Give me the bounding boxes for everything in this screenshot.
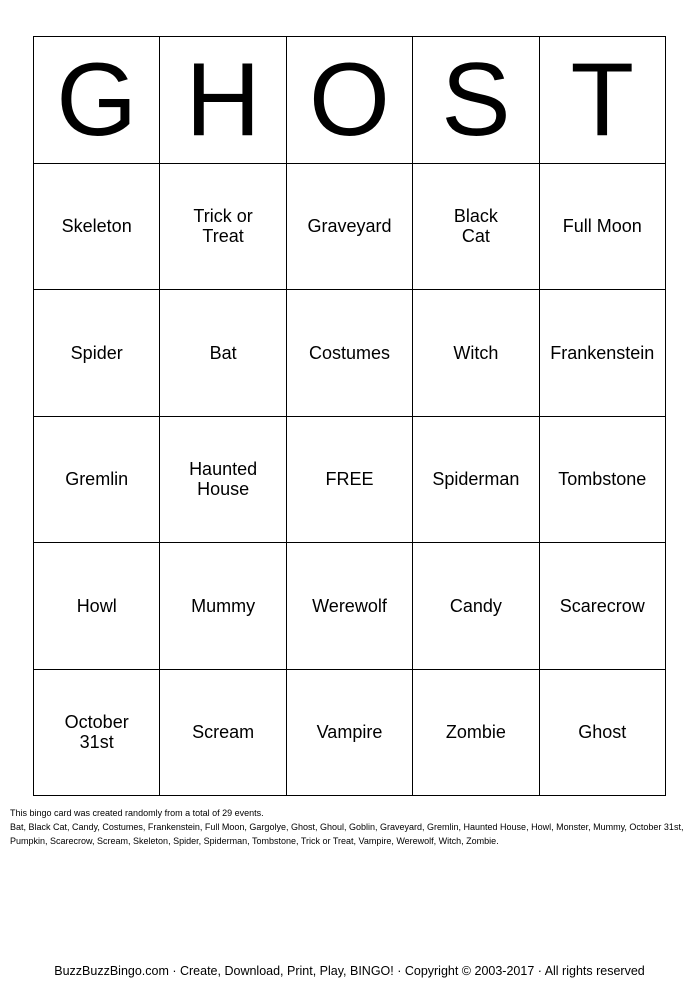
header-letter-h: H bbox=[160, 37, 286, 164]
bingo-cell-text: Scarecrow bbox=[559, 595, 645, 616]
bingo-cell-text: Zombie bbox=[445, 722, 506, 743]
bingo-cell bbox=[160, 543, 286, 670]
bingo-cell-text: Vampire bbox=[316, 722, 383, 743]
bingo-cell-text: Candy bbox=[449, 595, 502, 616]
bingo-cell bbox=[287, 543, 413, 670]
bingo-card bbox=[33, 36, 666, 796]
bingo-cell bbox=[413, 164, 539, 291]
bingo-cell bbox=[540, 670, 666, 797]
header-letter-s: S bbox=[413, 37, 539, 164]
bingo-cell bbox=[34, 164, 160, 291]
bingo-cell bbox=[413, 543, 539, 670]
bingo-cell bbox=[540, 543, 666, 670]
bingo-cell bbox=[287, 670, 413, 797]
bingo-cell-text: Gremlin bbox=[65, 469, 129, 490]
bingo-cell-text: Frankenstein bbox=[550, 342, 655, 363]
bingo-cell-text: Haunted House bbox=[189, 459, 258, 500]
page-footer: BuzzBuzzBingo.com · Create, Download, Print, Play, BINGO! · Copyright © 2003-2017 · All rights reserved bbox=[54, 964, 645, 978]
bingo-cell bbox=[34, 670, 160, 797]
bingo-cell-text: Trick or Treat bbox=[193, 206, 253, 247]
bingo-cell-text: Spider bbox=[70, 342, 123, 363]
bingo-cell bbox=[160, 164, 286, 291]
bingo-cell-text: Spiderman bbox=[432, 469, 520, 490]
header-letter-o: O bbox=[287, 37, 413, 164]
bingo-cell-text: Mummy bbox=[191, 595, 256, 616]
bingo-cell bbox=[540, 290, 666, 417]
bingo-cell-text: Tombstone bbox=[558, 469, 647, 490]
bingo-cell bbox=[34, 417, 160, 544]
bingo-cell-text: Howl bbox=[76, 595, 117, 616]
bingo-cell-text: October 31st bbox=[64, 712, 129, 753]
bingo-cell-text: Costumes bbox=[308, 342, 390, 363]
card-info-event-list: Bat, Black Cat, Candy, Costumes, Frankenstein, Full Moon, Gargolye, Ghost, Ghoul, Goblin, Graveyard, Gremlin, Haunted House, Howl, Monster, Mummy, October 31st, Pumpkin, Scarecrow, Scream, Skeleton, Spider, Spiderman, Tombstone, Trick or Treat, Vampire, Werewolf, Witch, Zombie. bbox=[10, 822, 684, 846]
bingo-cell-text: Werewolf bbox=[312, 595, 387, 616]
bingo-cell bbox=[34, 290, 160, 417]
bingo-cell-text: Graveyard bbox=[307, 216, 392, 237]
bingo-cell bbox=[413, 417, 539, 544]
bingo-cell bbox=[540, 164, 666, 291]
bingo-cell-text: Witch bbox=[453, 342, 499, 363]
free-space bbox=[287, 417, 413, 544]
bingo-cell bbox=[34, 543, 160, 670]
bingo-cell bbox=[287, 290, 413, 417]
card-info bbox=[10, 806, 690, 848]
header-letter-t: T bbox=[540, 37, 666, 164]
bingo-cell bbox=[413, 290, 539, 417]
bingo-cell bbox=[540, 417, 666, 544]
bingo-cell-text: Bat bbox=[209, 342, 237, 363]
bingo-cell-text: Scream bbox=[192, 722, 255, 743]
bingo-cell-text: Skeleton bbox=[61, 216, 132, 237]
bingo-cell-text: Ghost bbox=[578, 722, 627, 743]
bingo-cell bbox=[413, 670, 539, 797]
card-info-summary: This bingo card was created randomly from a total of 29 events. bbox=[10, 808, 264, 818]
bingo-cell-text: Full Moon bbox=[562, 216, 642, 237]
free-space-text: FREE bbox=[325, 469, 374, 490]
bingo-cell bbox=[287, 164, 413, 291]
bingo-cell-text: Black Cat bbox=[453, 206, 498, 247]
bingo-cell bbox=[160, 670, 286, 797]
bingo-cell bbox=[160, 290, 286, 417]
bingo-cell bbox=[160, 417, 286, 544]
header-letter-g: G bbox=[34, 37, 160, 164]
